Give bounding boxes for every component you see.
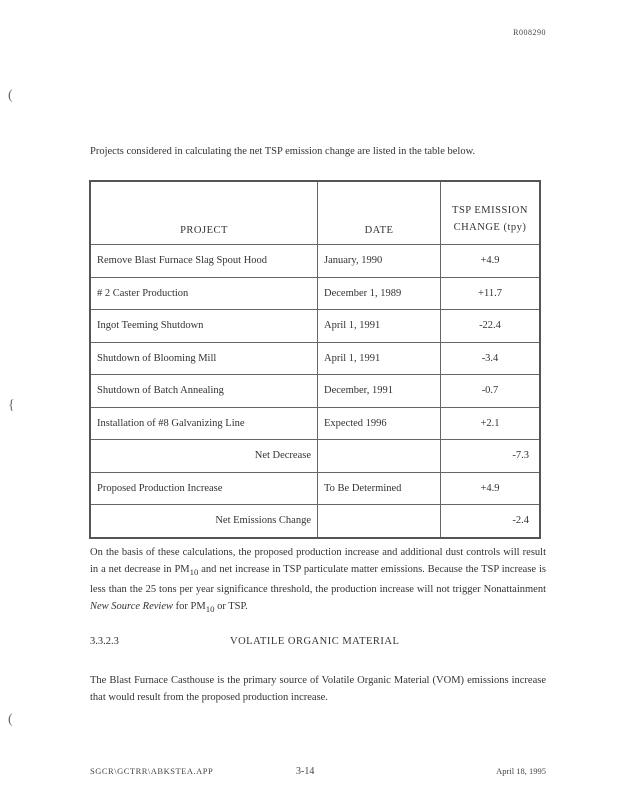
header-project: PROJECT	[90, 181, 318, 245]
pm10-subscript: 10	[205, 604, 215, 615]
row-change: -22.4	[441, 310, 541, 343]
row-project: Shutdown of Blooming Mill	[90, 342, 318, 375]
row-change: +4.9	[441, 245, 541, 278]
row-project: Shutdown of Batch Annealing	[90, 375, 318, 408]
row-date: April 1, 1991	[318, 342, 441, 375]
footer-date: April 18, 1995	[496, 766, 546, 776]
table-header-row	[90, 181, 540, 245]
table-row	[90, 277, 540, 310]
margin-mark: {	[8, 398, 15, 413]
empty-cell	[318, 505, 441, 538]
section-title: VOLATILE ORGANIC MATERIAL	[230, 636, 400, 647]
empty-cell	[318, 440, 441, 473]
margin-mark: (	[8, 712, 13, 727]
conclusion-paragraph	[90, 544, 546, 618]
table-row	[90, 407, 540, 440]
proposed-row	[90, 472, 540, 505]
net-decrease-row	[90, 440, 540, 473]
section-number: 3.3.2.3	[90, 636, 119, 647]
nsr-italic: New Source Review	[90, 601, 174, 613]
table-row	[90, 245, 540, 278]
section-heading	[90, 636, 550, 647]
footer-file-path: SGCR\GCTRR\ABKSTEA.APP	[90, 766, 214, 776]
header-change-line1: TSP EMISSION	[452, 205, 528, 216]
header-date: DATE	[318, 181, 441, 245]
row-project: Ingot Teeming Shutdown	[90, 310, 318, 343]
header-change-line2: CHANGE (tpy)	[453, 222, 527, 233]
vom-paragraph: The Blast Furnace Casthouse is the primary source of Volatile Organic Material (VOM) emissions increase that would result from the proposed production increase.	[90, 675, 546, 703]
para-text: On the basis of these calculations, the proposed production increase and additional dust controls will result in a net decrease in PM	[90, 547, 546, 575]
margin-mark: (	[8, 88, 13, 103]
row-project: # 2 Caster Production	[90, 277, 318, 310]
row-date: April 1, 1991	[318, 310, 441, 343]
net-decrease-label: Net Decrease	[90, 440, 318, 473]
proposed-change: +4.9	[441, 472, 541, 505]
para-text: or TSP.	[214, 601, 248, 613]
net-change-label: Net Emissions Change	[90, 505, 318, 538]
table-row	[90, 375, 540, 408]
pm10-subscript: 10	[189, 567, 199, 578]
net-change-value: -2.4	[441, 505, 541, 538]
net-change-row	[90, 505, 540, 538]
table-row	[90, 342, 540, 375]
intro-text: Projects considered in calculating the net TSP emission change are listed in the table below.	[90, 146, 476, 157]
row-project: Remove Blast Furnace Slag Spout Hood	[90, 245, 318, 278]
footer-page-number: 3-14	[296, 766, 315, 777]
para-text: and net increase in TSP particulate matter emissions. Because the TSP increase is less than the 25 tons per year significance threshold, the production increase will not trigger Nonattainment	[90, 564, 546, 596]
para-text: for PM	[173, 601, 206, 613]
proposed-project: Proposed Production Increase	[90, 472, 318, 505]
row-change: -3.4	[441, 342, 541, 375]
row-change: +2.1	[441, 407, 541, 440]
row-date: Expected 1996	[318, 407, 441, 440]
row-date: December, 1991	[318, 375, 441, 408]
net-decrease-value: -7.3	[441, 440, 541, 473]
row-change: +11.7	[441, 277, 541, 310]
row-project: Installation of #8 Galvanizing Line	[90, 407, 318, 440]
tsp-emission-table	[89, 180, 541, 539]
table-row	[90, 310, 540, 343]
row-date: December 1, 1989	[318, 277, 441, 310]
row-date: January, 1990	[318, 245, 441, 278]
proposed-date: To Be Determined	[318, 472, 441, 505]
row-change: -0.7	[441, 375, 541, 408]
page-id: R008290	[513, 28, 546, 37]
header-change	[441, 181, 541, 245]
